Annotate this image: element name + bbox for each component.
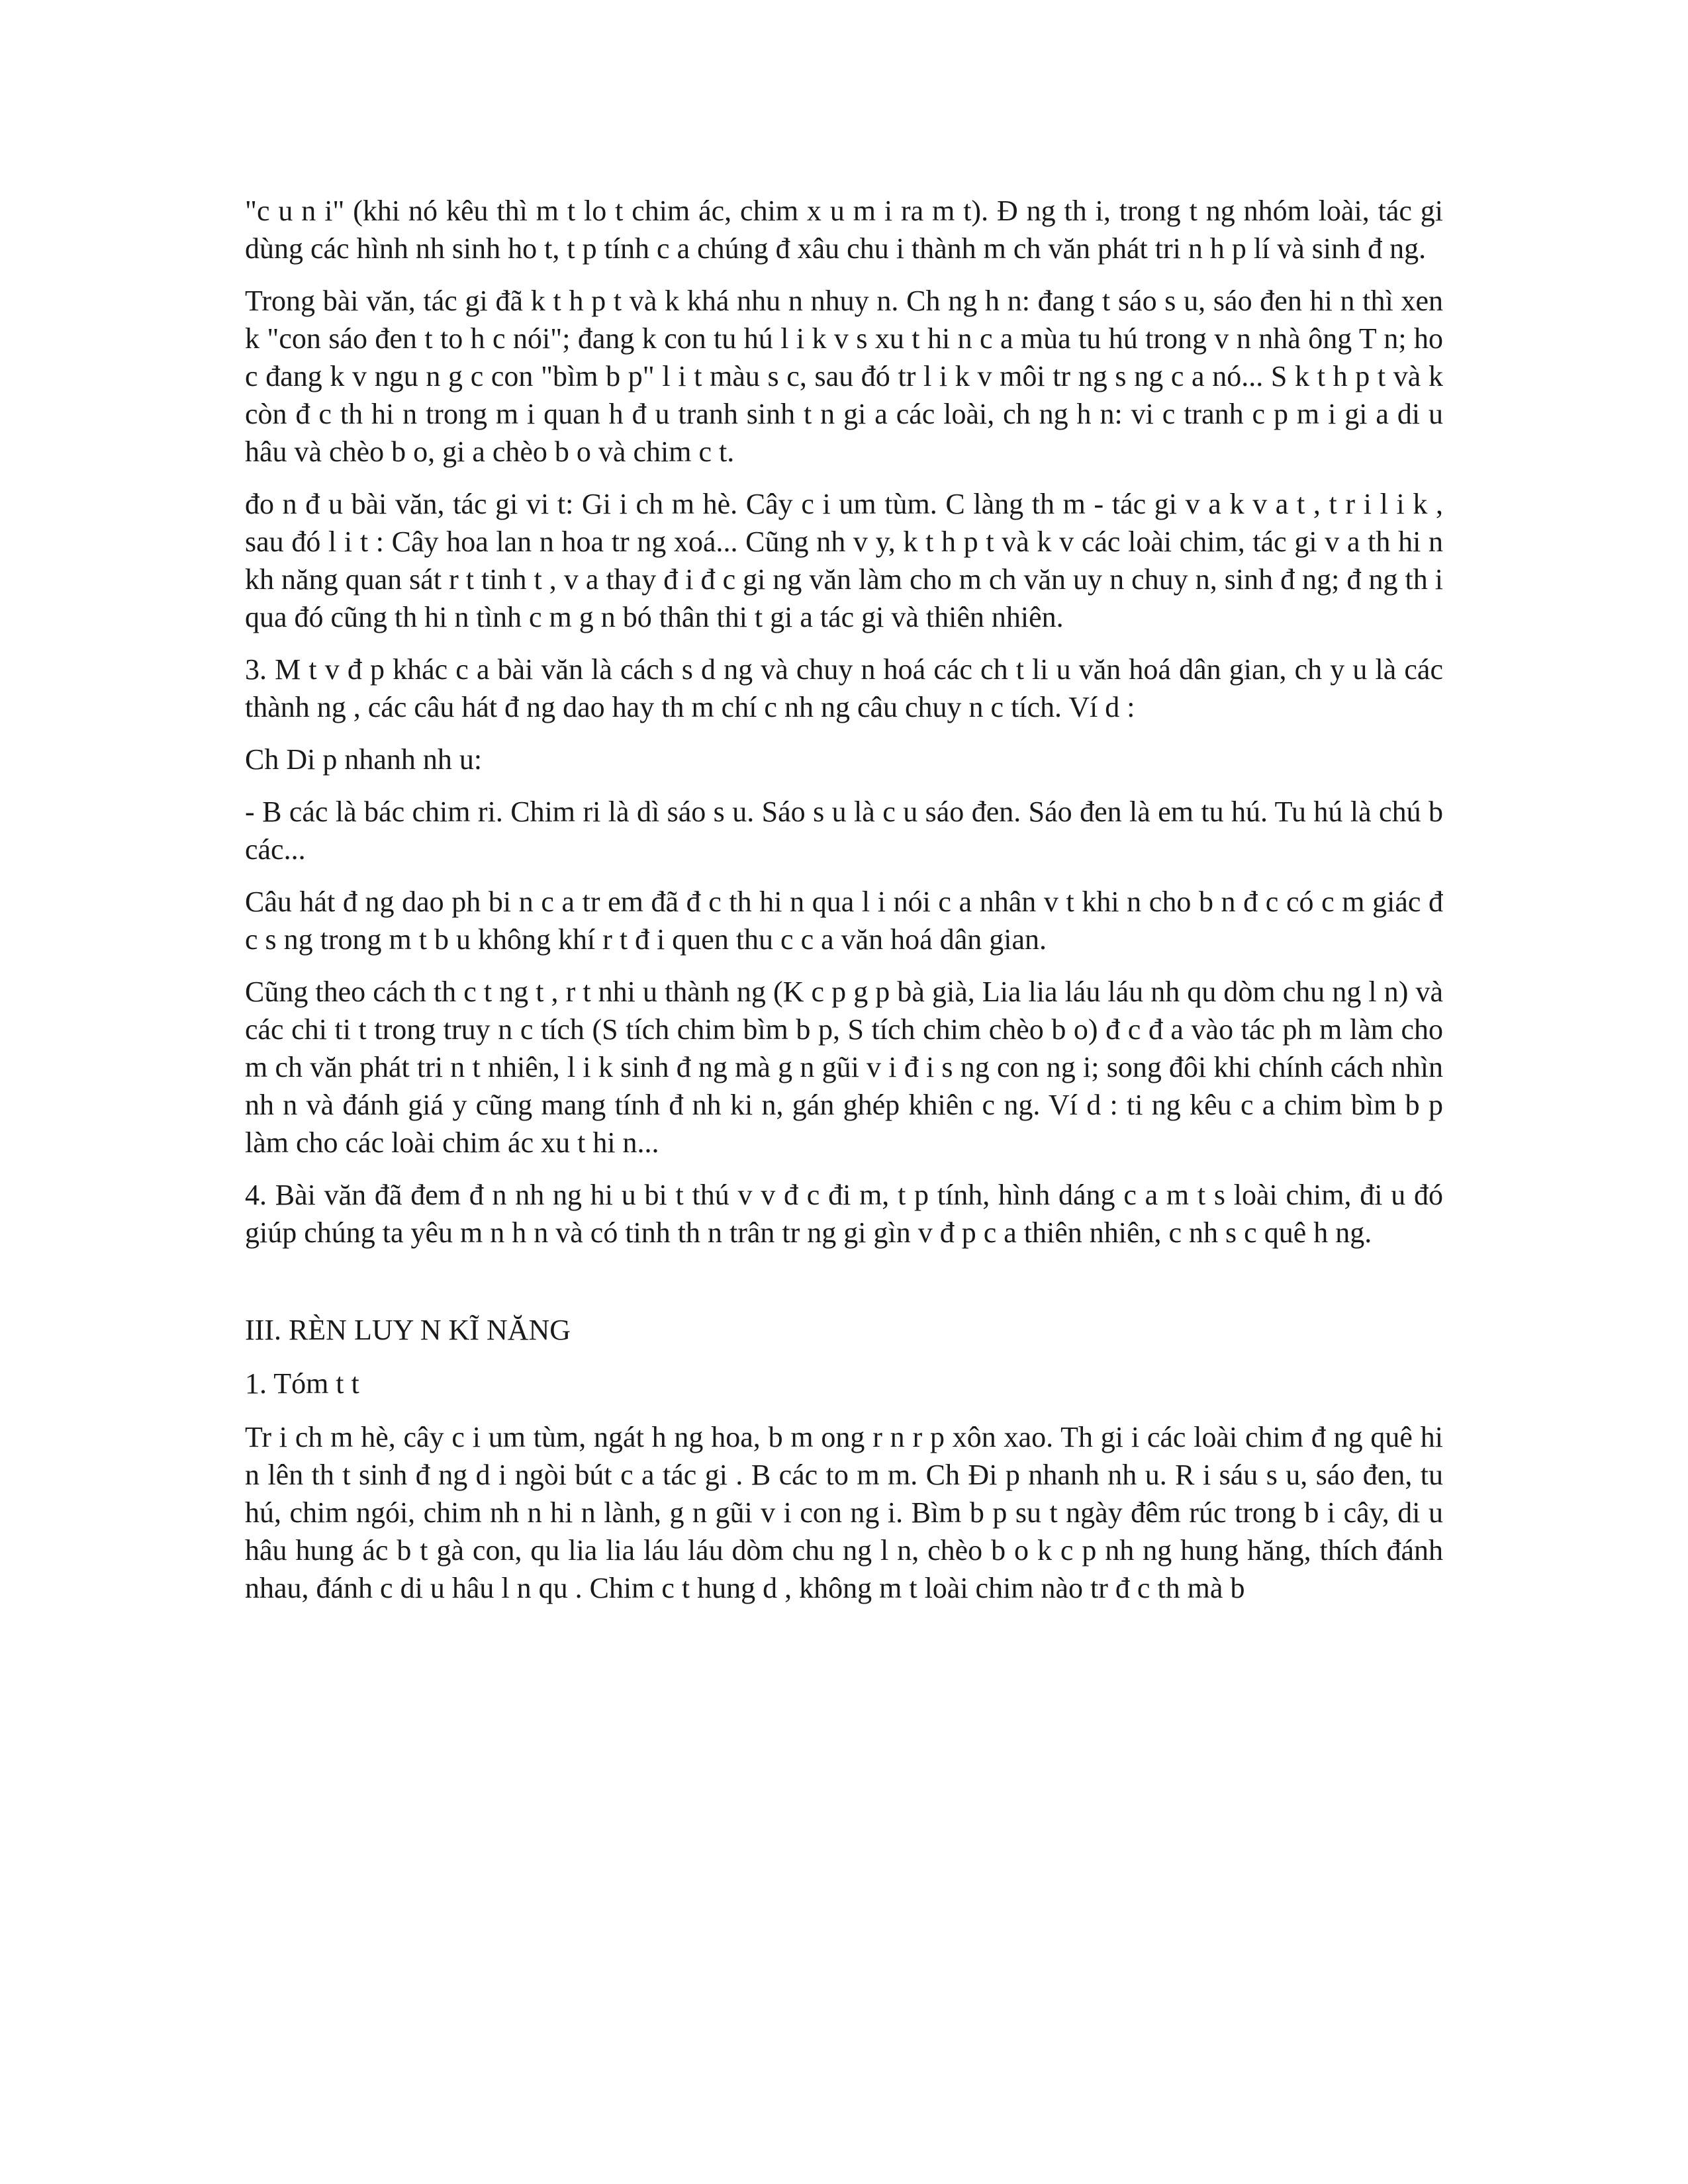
paragraph-9: 4. Bài văn đã đem đ n nh ng hi u bi t thú v v đ c đi m, t p tính, hình dáng c a m t s loài chim, đi u đó giúp chúng ta yêu m n h n và có tinh th n trân tr ng gi gìn v đ p c a thiên nhiên, c nh s c quê h ng.: [245, 1179, 1450, 1249]
section-heading: III. RÈN LUY N KĨ NĂNG: [245, 1314, 571, 1346]
paragraph-5: Ch Di p nhanh nh u:: [245, 743, 483, 776]
paragraph-3: đo n đ u bài văn, tác gi vi t: Gi i ch m hè. Cây c i um tùm. C làng th m - tác gi v a k v a t , t r i l i k , sau đó l i t : Cây hoa lan n hoa tr ng xoá... Cũng nh v y, k t h p t và k v các loài chim, tác gi v a th hi n kh năng quan sát r t tinh t , v a thay đ i đ c gi ng văn làm cho m ch văn uy n chuy n, sinh đ ng; đ ng th i qua đó cũng th hi n tình c m g n bó thân thi t gi a tác gi và thiên nhiên.: [245, 488, 1450, 633]
paragraph-8: Cũng theo cách th c t ng t , r t nhi u thành ng (K c p g p bà già, Lia lia láu láu nh qu dòm chu ng l n) và các chi ti t trong truy n c tích (S tích chim bìm b p, S tích chim chèo b o) đ c đ a vào tác ph m làm cho m ch văn phát tri n t nhiên, l i k sinh đ ng mà g n gũi v i đ i s ng con ng i; song đôi khi chính cách nhìn nh n và đánh giá y cũng mang tính đ nh ki n, gán ghép khiên c ng. Ví d : ti ng kêu c a chim bìm b p làm cho các loài chim ác xu t hi n...: [245, 976, 1450, 1159]
paragraph-4: 3. M t v đ p khác c a bài văn là cách s d ng và chuy n hoá các ch t li u văn hoá dân gian, ch y u là các thành ng , các câu hát đ ng dao hay th m chí c nh ng câu chuy n c tích. Ví d :: [245, 653, 1450, 723]
paragraph-6: - B các là bác chim ri. Chim ri là dì sáo s u. Sáo s u là c u sáo đen. Sáo đen là em tu hú. Tu hú là chú b các...: [245, 796, 1450, 866]
subheading: 1. Tóm t t: [245, 1367, 359, 1400]
document-page: [245, 192, 1450, 1621]
paragraph-2: Trong bài văn, tác gi đã k t h p t và k khá nhu n nhuy n. Ch ng h n: đang t sáo s u, sáo đen hi n thì xen k "con sáo đen t to h c nói"; đang k con tu hú l i k v s xu t hi n c a mùa tu hú trong v n nhà ông T n; ho c đang k v ngu n g c con "bìm b p" l i t màu s c, sau đó tr l i k v môi tr ng s ng c a nó... S k t h p t và k còn đ c th hi n trong m i quan h đ u tranh sinh t n gi a các loài, ch ng h n: vi c tranh c p m i gi a di u hâu và chèo b o, gi a chèo b o và chim c t.: [245, 285, 1450, 468]
summary-paragraph: Tr i ch m hè, cây c i um tùm, ngát h ng hoa, b m ong r n r p xôn xao. Th gi i các loài chim đ ng quê hi n lên th t sinh đ ng d i ngòi bút c a tác gi . B các to m m. Ch Đi p nhanh nh u. R i sáu s u, sáo đen, tu hú, chim ngói, chim nh n hi n lành, g n gũi v i con ng i. Bìm b p su t ngày đêm rúc trong b i cây, di u hâu hung ác b t gà con, qu lia lia láu láu dòm chu ng l n, chèo b o k c p nh ng hung hăng, thích đánh nhau, đánh c di u hâu l n qu . Chim c t hung d , không m t loài chim nào tr đ c th mà b: [245, 1421, 1450, 1604]
paragraph-7: Câu hát đ ng dao ph bi n c a tr em đã đ c th hi n qua l i nói c a nhân v t khi n cho b n đ c có c m giác đ c s ng trong m t b u không khí r t đ i quen thu c c a văn hoá dân gian.: [245, 886, 1450, 956]
paragraph-1: "c u n i" (khi nó kêu thì m t lo t chim ác, chim x u m i ra m t). Đ ng th i, trong t ng nhóm loài, tác gi dùng các hình nh sinh ho t, t p tính c a chúng đ xâu chu i thành m ch văn phát tri n h p lí và sinh đ ng.: [245, 195, 1450, 265]
